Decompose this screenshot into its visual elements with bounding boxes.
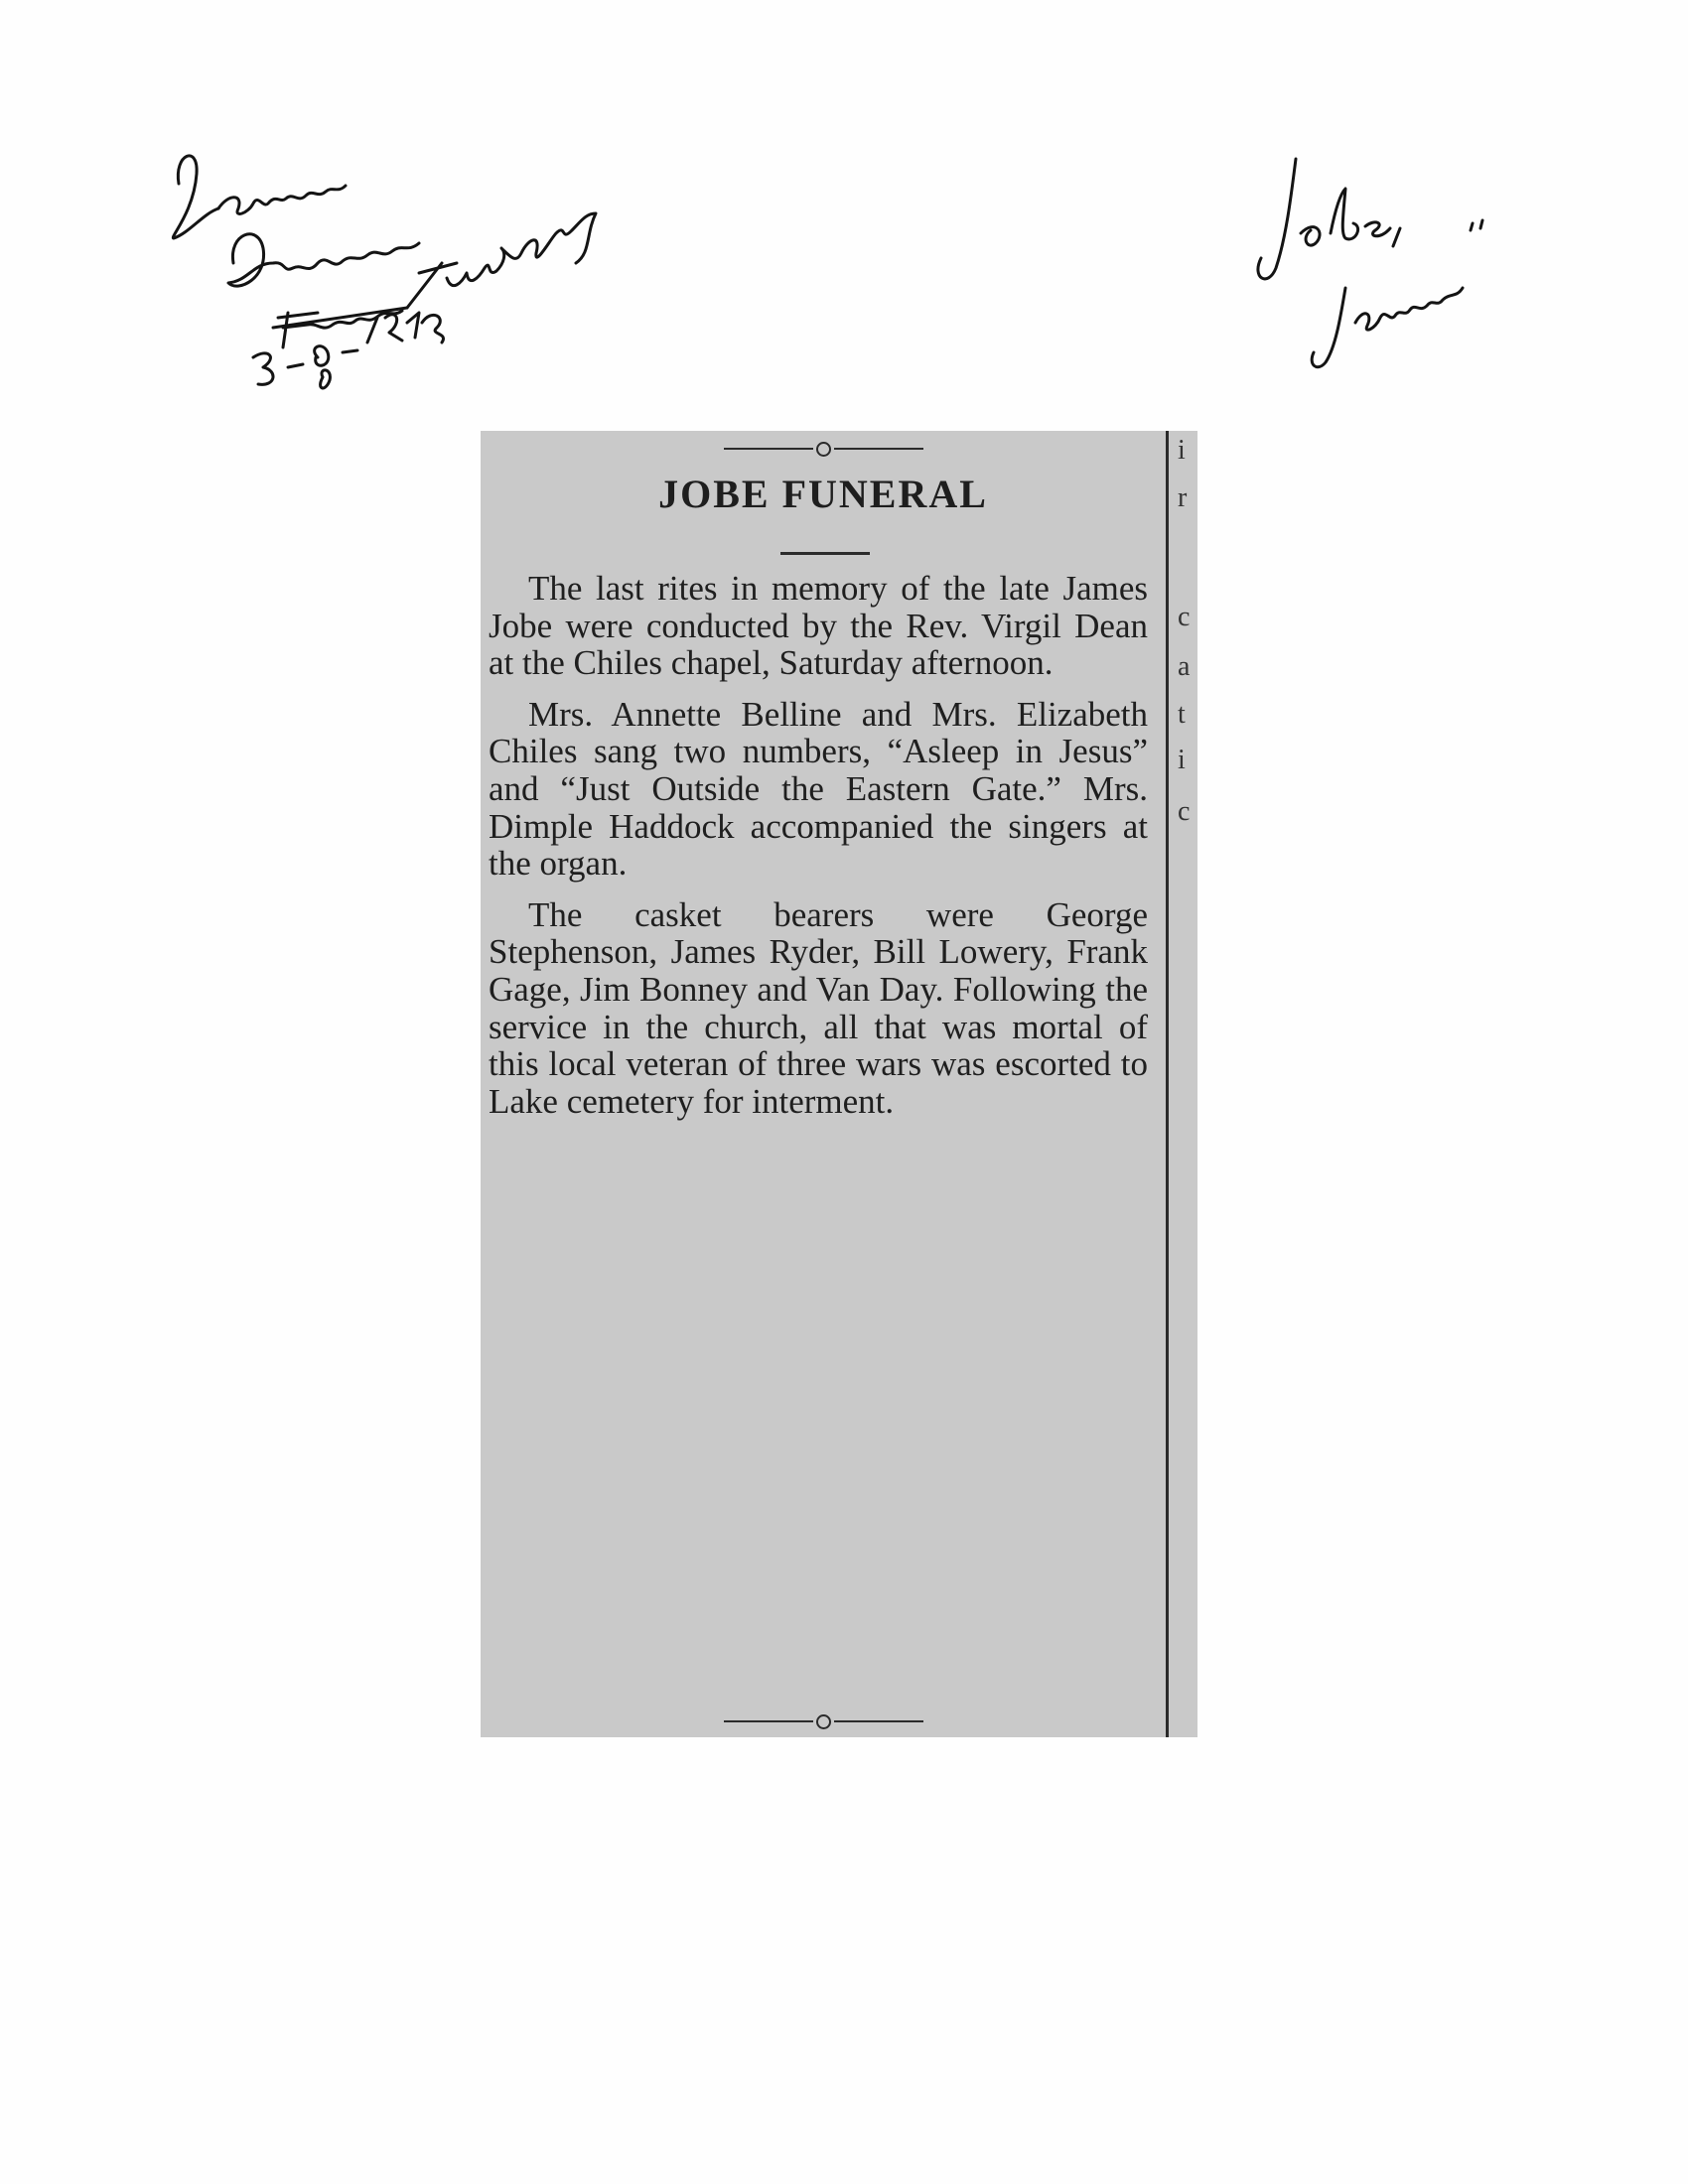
fragment-letter: r (1178, 482, 1188, 513)
ornament-circle (816, 1714, 831, 1729)
ornament-line (724, 448, 813, 450)
top-ornament-rule (481, 439, 1166, 459)
article-headline: JOBE FUNERAL (658, 472, 988, 516)
handwritten-name-note (1246, 139, 1504, 377)
handwriting-name-drawing (1246, 139, 1504, 377)
fragment-letter: t (1178, 699, 1186, 730)
article-body (489, 570, 1148, 1134)
article-paragraph: The last rites in memory of the late James Jobe were conducted by the Rev. Virgil Dean at the Chiles chapel, Saturday afternoon. (489, 569, 1148, 683)
article-paragraph: Mrs. Annette Belline and Mrs. Elizabeth Chiles sang two numbers, “Asleep in Jesus” and “Just Outside the Eastern Gate.” Mrs. Dimple Haddock accompanied the singers at the organ. (489, 694, 1148, 884)
handwritten-source-note (159, 114, 655, 402)
headline-rule (780, 552, 870, 555)
newspaper-clipping (481, 431, 1197, 1737)
handwriting-source-drawing (159, 114, 655, 402)
article-paragraph: The casket bearers were George Stephenson, James Ryder, Bill Lowery, Frank Gage, Jim Bonney and Van Day. Following the service in the church, all that was mortal of this local veteran of three wars was escorted to Lake cemetery for interment. (489, 894, 1148, 1121)
bottom-ornament-rule (481, 1711, 1166, 1731)
column-divider (1166, 431, 1169, 1737)
fragment-letter: i (1178, 435, 1186, 466)
ornament-line (834, 1720, 923, 1722)
fragment-letter: i (1178, 745, 1186, 775)
fragment-letter: a (1178, 651, 1191, 682)
ornament-line (724, 1720, 813, 1722)
ornament-circle (816, 442, 831, 457)
ornament-line (834, 448, 923, 450)
fragment-letter: c (1178, 796, 1191, 827)
fragment-letter: c (1178, 602, 1191, 632)
adjacent-column-fragment (1176, 431, 1197, 1737)
